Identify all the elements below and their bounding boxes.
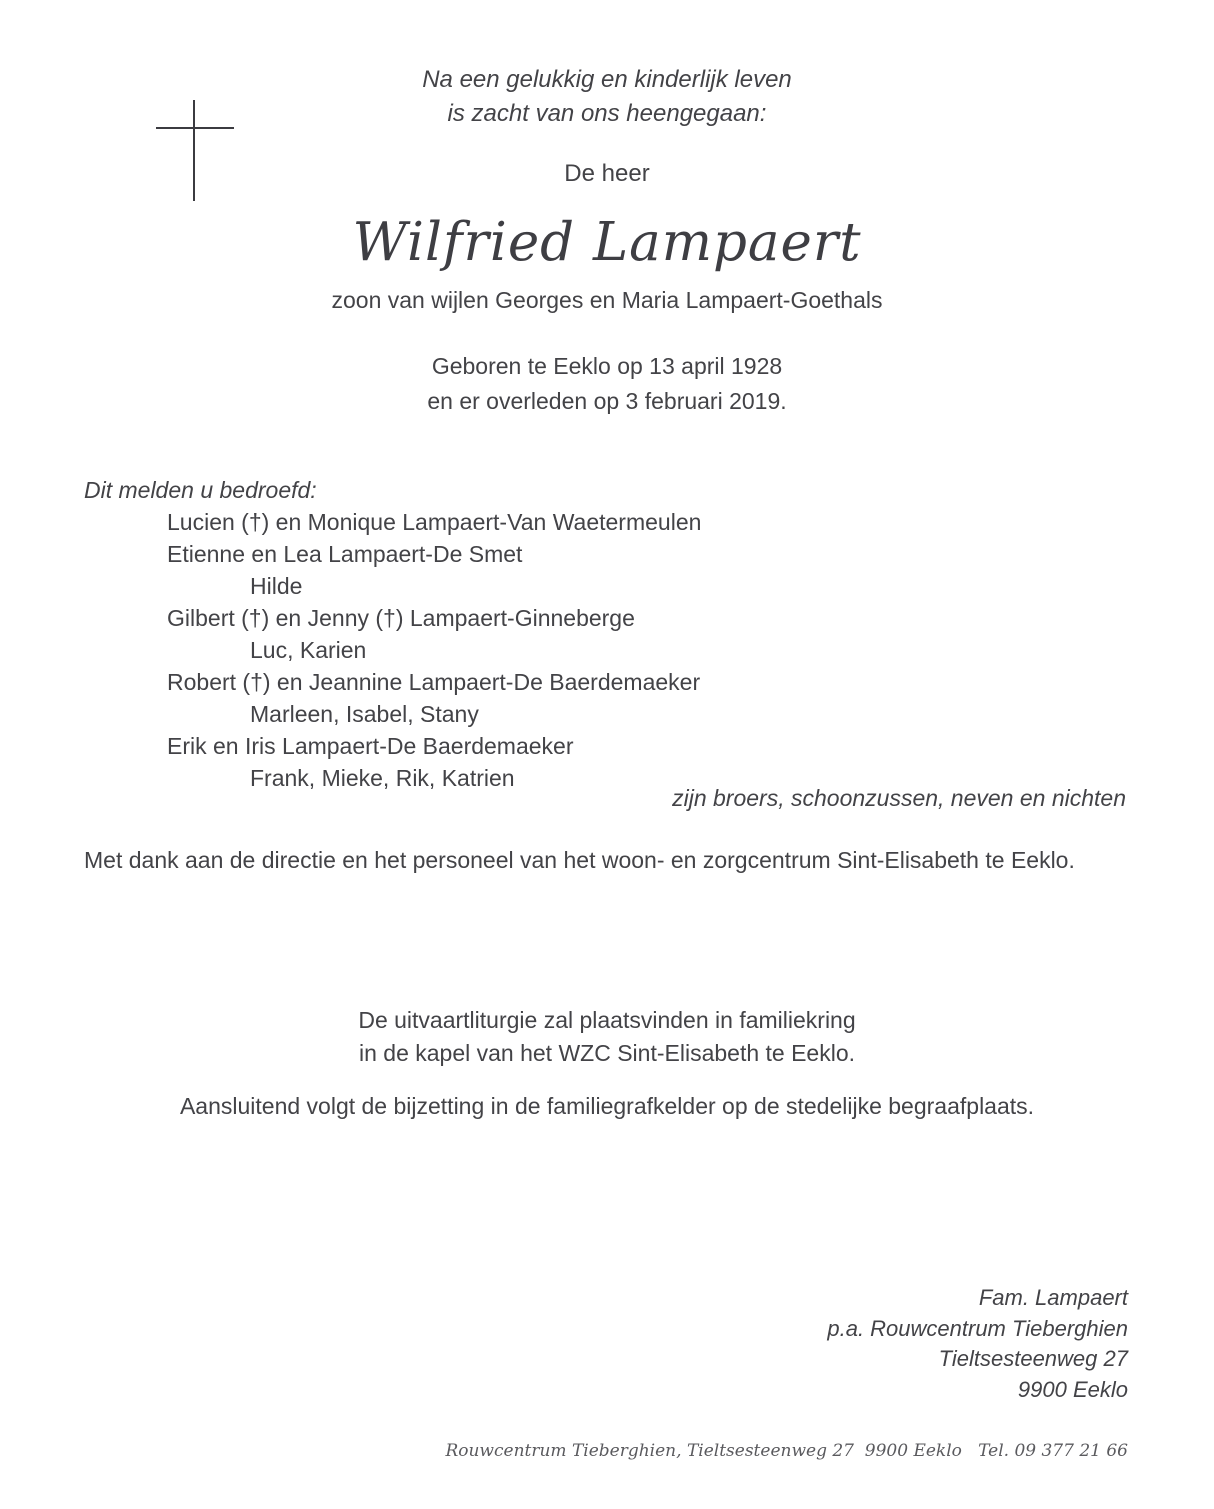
family-member-line: Hilde [250, 573, 303, 599]
family-member-line: Robert (†) en Jeannine Lampaert-De Baerdemaeker [167, 669, 701, 695]
correspondence-family: Fam. Lampaert [978, 1285, 1128, 1310]
family-member-line: Etienne en Lea Lampaert-De Smet [167, 541, 523, 567]
service-announcement [0, 1004, 1214, 1070]
birth-death-dates [0, 349, 1214, 419]
funeral-home-footer: Rouwcentrum Tieberghien, Tieltsesteenweg 27 9900 Eeklo Tel. 09 377 21 66 [445, 1441, 1128, 1461]
intro-line-2: is zacht van ons heengegaan: [447, 100, 767, 127]
parents-line: zoon van wijlen Georges en Maria Lampaert-Goethals [331, 287, 883, 313]
relation-line: zijn broers, schoonzussen, neven en nichten [672, 785, 1126, 811]
family-member-line: Frank, Mieke, Rik, Katrien [250, 765, 515, 791]
family-member-line: Marleen, Isabel, Stany [250, 701, 479, 727]
family-announcement [84, 474, 1130, 794]
correspondence-city: 9900 Eeklo [1017, 1376, 1128, 1402]
announcement-intro: Dit melden u bedroefd: [84, 477, 317, 503]
salutation: De heer [564, 160, 650, 187]
thanks-line: Met dank aan de directie en het personeel van het woon- en zorgcentrum Sint-Elisabeth te Eeklo. [84, 847, 1075, 873]
correspondence-care-of: p.a. Rouwcentrum Tieberghien [827, 1315, 1128, 1341]
family-member-line: Lucien (†) en Monique Lampaert-Van Waetermeulen [167, 509, 702, 535]
death-line: en er overleden op 3 februari 2019. [427, 388, 787, 414]
deceased-name: Wilfried Lampaert [352, 212, 862, 273]
family-member-line: Luc, Karien [250, 637, 367, 663]
intro-verse [0, 63, 1214, 131]
service-line-1: De uitvaartliturgie zal plaatsvinden in familiekring [358, 1007, 856, 1033]
family-member-line: Erik en Iris Lampaert-De Baerdemaeker [167, 733, 574, 759]
correspondence-address [827, 1283, 1128, 1405]
burial-line: Aansluitend volgt de bijzetting in de familiegrafkelder op de stedelijke begraafplaats. [179, 1093, 1035, 1119]
correspondence-street: Tieltsesteenweg 27 [938, 1346, 1128, 1371]
service-line-2: in de kapel van het WZC Sint-Elisabeth te Eeklo. [358, 1040, 856, 1066]
intro-line-1: Na een gelukkig en kinderlijk leven [422, 66, 792, 93]
birth-line: Geboren te Eeklo op 13 april 1928 [431, 353, 783, 379]
family-member-line: Gilbert (†) en Jenny (†) Lampaert-Ginneberge [167, 605, 635, 631]
